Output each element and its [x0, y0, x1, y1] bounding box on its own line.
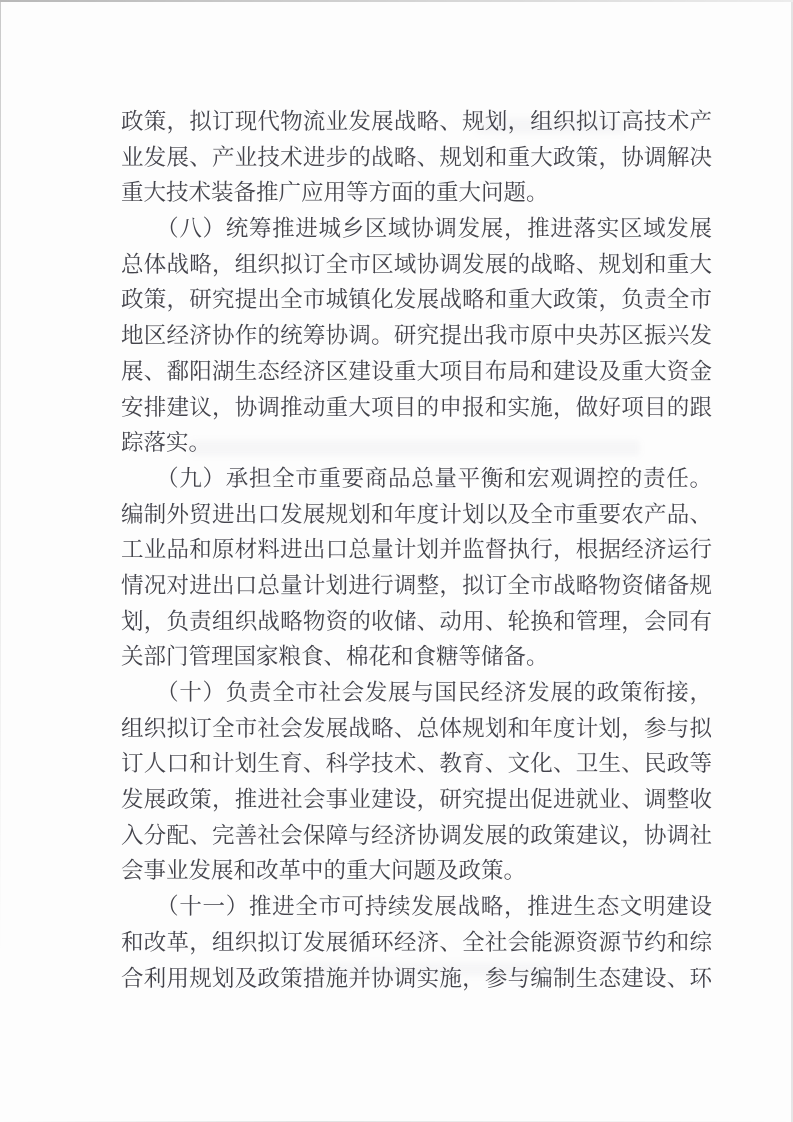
text-line: 政策，研究提出全市城镇化发展战略和重大政策，负责全市 [121, 287, 712, 314]
text-line: 总体战略，组织拟订全市区域协调发展的战略、规划和重大 [121, 251, 712, 278]
text-line: 发展政策，推进社会事业建设，研究提出促进就业、调整收 [121, 787, 712, 814]
text-line: 组织拟订全市社会发展战略、总体规划和年度计划，参与拟 [121, 715, 712, 742]
text-line: 会事业发展和改革中的重大问题及政策。 [121, 858, 527, 885]
text-line: 划，负责组织战略物资的收储、动用、轮换和管理，会同有 [121, 608, 712, 635]
text-line: 入分配、完善社会保障与经济协调发展的政策建议，协调社 [121, 822, 712, 849]
body-text [121, 105, 712, 997]
text-line: 安排建议，协调推动重大项目的申报和实施，做好项目的跟 [121, 394, 712, 421]
text-line: 地区经济协作的统筹协调。研究提出我市原中央苏区振兴发 [121, 323, 712, 350]
scan-edge-left [0, 2, 1, 1122]
text-line: （九）承担全市重要商品总量平衡和宏观调控的责任。 [121, 465, 712, 492]
text-line: （十）负责全市社会发展与国民经济发展的政策衔接， [121, 680, 712, 706]
text-line: 情况对进出口总量计划进行调整，拟订全市战略物资储备规 [121, 572, 712, 599]
text-line: （十一）推进全市可持续发展战略，推进生态文明建设 [121, 894, 712, 921]
text-line: 重大技术装备推广应用等方面的重大问题。 [121, 180, 549, 207]
scan-edge-top [0, 0, 793, 2]
text-line: 订人口和计划生育、科学技术、教育、文化、卫生、民政等 [121, 751, 712, 778]
text-line: 政策，拟订现代物流业发展战略、规划，组织拟订高技术产 [121, 109, 712, 135]
text-line: 关部门管理国家粮食、棉花和食糖等储备。 [121, 644, 549, 671]
text-line: 工业品和原材料进出口总量计划并监督执行，根据经济运行 [121, 537, 712, 564]
text-line: 踪落实。 [121, 430, 212, 457]
text-line: 和改革，组织拟订发展循环经济、全社会能源资源节约和综 [121, 929, 712, 956]
text-line: 合利用规划及政策措施并协调实施，参与编制生态建设、环 [121, 965, 712, 992]
text-line: （八）统筹推进城乡区域协调发展，推进落实区域发展 [121, 216, 712, 243]
text-line: 业发展、产业技术进步的战略、规划和重大政策，协调解决 [121, 144, 712, 171]
text-line: 展、鄱阳湖生态经济区建设重大项目布局和建设及重大资金 [121, 358, 712, 385]
text-line: 编制外贸进出口发展规划和年度计划以及全市重要农产品、 [121, 501, 712, 528]
